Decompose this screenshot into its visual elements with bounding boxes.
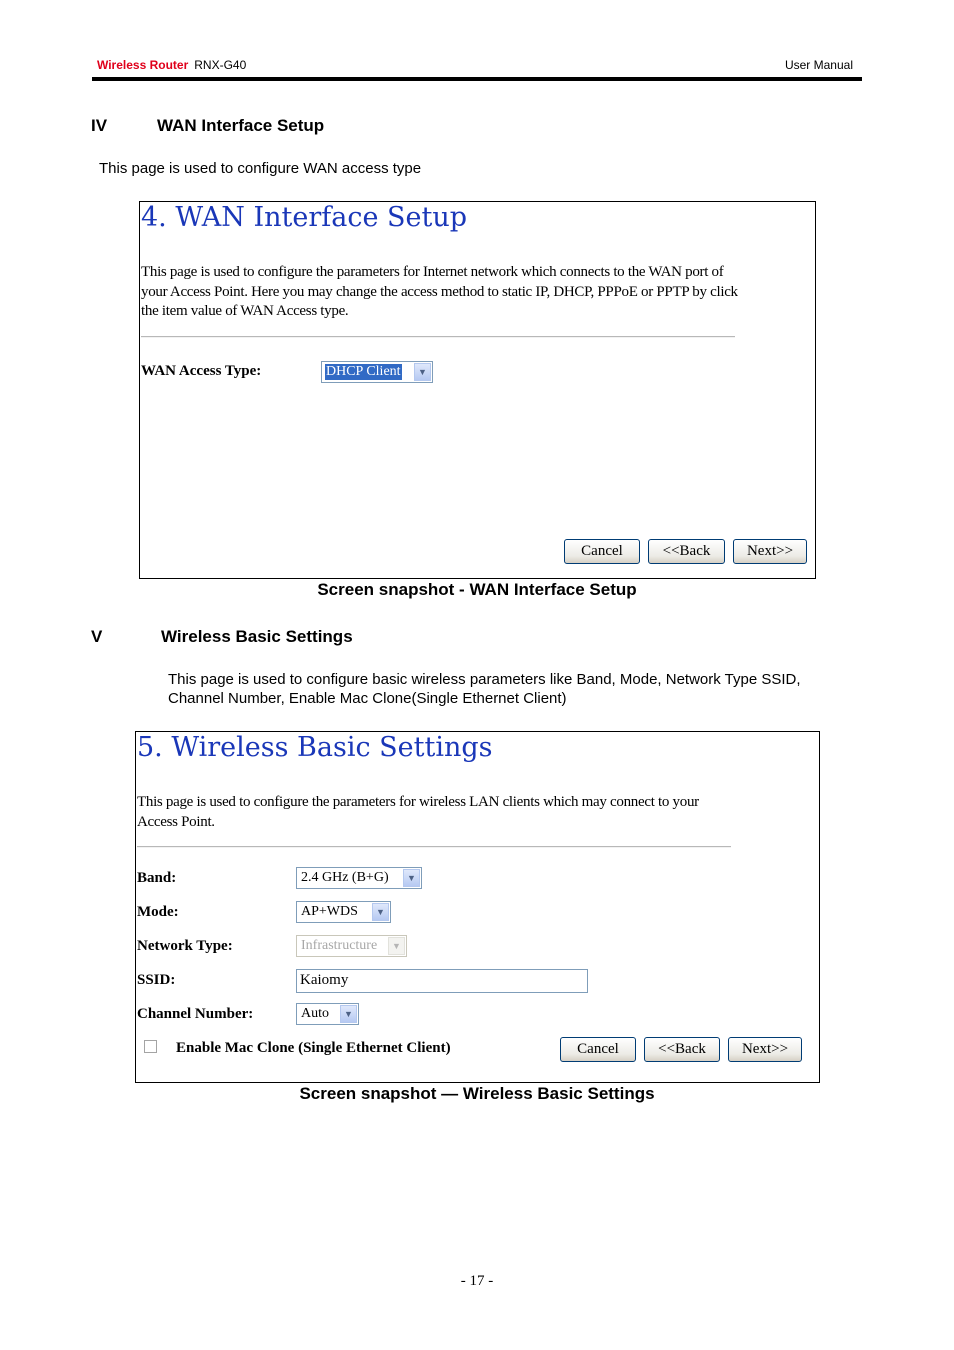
wan-setup-screenshot (139, 201, 816, 579)
wireless-settings-screenshot (135, 731, 820, 1083)
section-v-title: Wireless Basic Settings (161, 627, 353, 646)
page-number: - 17 - (460, 1273, 494, 1289)
header-brand: Wireless Router (97, 58, 189, 72)
network-type-label: Network Type: (137, 938, 233, 954)
wireless-next-button[interactable]: Next>> (728, 1037, 802, 1062)
section-iv-intro: This page is used to configure WAN access type (99, 160, 422, 177)
network-type-select (296, 935, 407, 957)
section-iv-number: IV (91, 116, 108, 135)
chevron-down-icon: ▼ (388, 937, 405, 955)
channel-number-select[interactable] (296, 1003, 359, 1025)
header-rule (92, 77, 862, 81)
wan-access-type-label: WAN Access Type: (141, 363, 262, 379)
wireless-cancel-button[interactable]: Cancel (560, 1037, 636, 1062)
wireless-divider (137, 846, 731, 848)
channel-number-value: Auto (301, 1006, 329, 1021)
wan-access-type-value: DHCP Client (326, 364, 401, 379)
chevron-down-icon: ▼ (372, 903, 389, 921)
channel-number-label: Channel Number: (137, 1006, 254, 1022)
wan-cancel-button[interactable]: Cancel (564, 539, 640, 564)
section-v-number: V (91, 627, 103, 646)
mode-value: AP+WDS (301, 904, 358, 919)
section-iv-title: WAN Interface Setup (157, 116, 325, 135)
wan-divider (141, 336, 735, 338)
wan-screenshot-caption: Screen snapshot - WAN Interface Setup (317, 580, 637, 599)
wireless-screenshot-title: 5. Wireless Basic Settings (137, 732, 493, 763)
ssid-label: SSID: (137, 972, 176, 988)
mode-label: Mode: (137, 904, 179, 920)
band-select[interactable] (296, 867, 422, 889)
wan-access-type-select[interactable] (321, 361, 433, 383)
wan-screenshot-title: 4. WAN Interface Setup (141, 202, 468, 233)
network-type-value: Infrastructure (301, 938, 378, 953)
section-v-intro: This page is used to configure basic wireless parameters like Band, Mode, Network Type SSID, Channel Number, Enable Mac Clone(Single Ethernet Client) (168, 671, 801, 707)
wireless-screenshot-description: This page is used to configure the parameters for wireless LAN clients which may connect to your Access Point. (137, 794, 699, 830)
wan-back-button[interactable]: <<Back (648, 539, 725, 564)
header-doc-type: User Manual (784, 58, 853, 72)
wan-screenshot-description: This page is used to configure the parameters for Internet network which connects to the WAN port of your Access Point. Here you may change the access method to static IP, DHCP, PPPoE or PPTP by click the item value of WAN Access type. (141, 264, 738, 319)
mac-clone-label: Enable Mac Clone (Single Ethernet Client) (176, 1040, 451, 1056)
chevron-down-icon: ▼ (414, 363, 431, 381)
wireless-back-button[interactable]: <<Back (644, 1037, 720, 1062)
mode-select[interactable] (296, 901, 391, 923)
mac-clone-checkbox[interactable] (144, 1040, 157, 1053)
chevron-down-icon: ▼ (403, 869, 420, 887)
wireless-screenshot-caption: Screen snapshot — Wireless Basic Settings (299, 1084, 655, 1103)
chevron-down-icon: ▼ (340, 1005, 357, 1023)
header-model: RNX-G40 (194, 58, 247, 72)
wan-next-button[interactable]: Next>> (733, 539, 807, 564)
ssid-value: Kaiomy (300, 972, 349, 988)
band-value: 2.4 GHz (B+G) (301, 870, 389, 885)
ssid-input[interactable] (296, 969, 588, 993)
band-label: Band: (137, 870, 177, 886)
header-left (97, 58, 246, 72)
